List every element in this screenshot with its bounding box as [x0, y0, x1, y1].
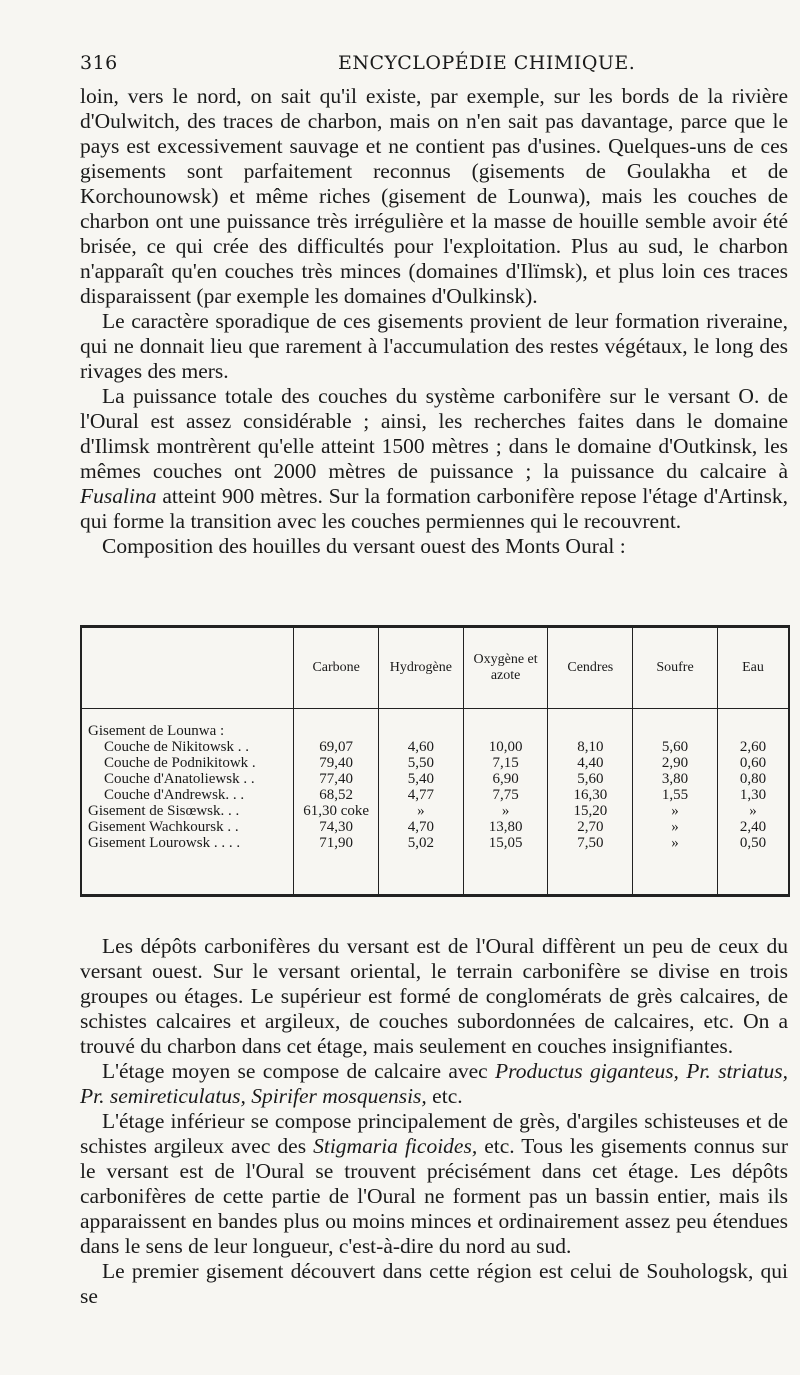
table-cell: 8,10: [548, 739, 633, 755]
table-cell: 4,60: [379, 739, 464, 755]
table-row: [82, 803, 788, 819]
italic-text: Stigmaria ficoides,: [313, 1134, 478, 1158]
table-cell: 7,75: [463, 787, 548, 803]
paragraph: [80, 1059, 788, 1109]
text-run: Le caractère sporadique de ces gisements provient de leur formation riveraine, qui ne donnait lieu que rarement à l'accumulation des restes végétaux, le long des rivages des mers.: [80, 309, 788, 383]
column-header: Hydrogène: [379, 628, 464, 709]
table-cell: 1,55: [633, 787, 718, 803]
text-run: loin, vers le nord, on sait qu'il existe, par exemple, sur les bords de la rivière d'Oulwitch, des traces de charbon, mais on n'en sait pas davantage, parce que le pays est excessivement sauvage et ne contient pas d'usines. Quelques-uns de ces gisements sont parfaitement reconnus (gisements de Goulakha et de Korchounowsk) et même riches (gisement de Lounwa), mais les couches de charbon ont une puissance très irrégulière et la masse de houille semble avoir été brisée, ce qui crée des difficultés pour l'exploitation. Plus au sud, le charbon n'apparaît qu'en couches très minces (domaines d'Ilïmsk), et plus loin ces traces disparaissent (par exemple les domaines d'Oulkinsk).: [80, 84, 788, 308]
table-cell: 2,60: [717, 739, 788, 755]
table-row: [82, 819, 788, 835]
table-cell: 68,52: [294, 787, 379, 803]
paragraph: [80, 1259, 788, 1309]
table-cell: 3,80: [633, 771, 718, 787]
table-header-row: [82, 628, 788, 709]
table-cell: 4,40: [548, 755, 633, 771]
composition-table: [80, 625, 790, 897]
row-label: Couche de Podnikitowk .: [104, 755, 256, 771]
table-row: [82, 787, 788, 803]
paragraph: [80, 384, 788, 534]
table-cell: [717, 709, 788, 740]
table-cell: 5,50: [379, 755, 464, 771]
table-cell: 0,50: [717, 835, 788, 894]
table-row: [82, 709, 788, 740]
text-run: Composition des houilles du versant ouest des Monts Oural :: [102, 534, 626, 558]
text-run: etc. Tous les gisements connus sur le versant est de l'Oural se trouvent précisément dans cet étage. Les dépôts carbonifères de cette partie de l'Oural ne forment pas un bassin entier, mais ils apparaissent en bandes plus ou moins minces et ordinairement assez peu étendues dans le sens de leur longueur, c'est-à-dire du nord au sud.: [80, 1134, 788, 1258]
table-cell: »: [633, 803, 718, 819]
table-cell: 7,15: [463, 755, 548, 771]
column-header: Carbone: [294, 628, 379, 709]
row-label: Couche de Nikitowsk . .: [104, 739, 249, 755]
table-cell: »: [463, 803, 548, 819]
text-run: Le premier gisement découvert dans cette région est celui de Souhologsk, qui se: [80, 1259, 788, 1308]
row-label: Gisement de Lounwa :: [88, 723, 225, 739]
paragraph: [80, 534, 788, 559]
table-cell: 5,02: [379, 835, 464, 894]
table-row: [82, 739, 788, 755]
italic-text: Productus giganteus, Pr. striatus, Pr. semireticulatus, Spirifer mosquensis,: [80, 1059, 788, 1108]
table-cell: 16,30: [548, 787, 633, 803]
table-cell: 79,40: [294, 755, 379, 771]
column-header: [82, 628, 294, 709]
table-cell: 7,50: [548, 835, 633, 894]
table-cell: [548, 709, 633, 740]
table-cell: »: [633, 819, 718, 835]
table-cell: 15,05: [463, 835, 548, 894]
table-cell: [379, 709, 464, 740]
table-row: [82, 771, 788, 787]
row-label: Couche d'Anatoliewsk . .: [104, 771, 255, 787]
page-number: 316: [80, 52, 118, 74]
italic-text: Fusalina: [80, 484, 157, 508]
row-label: Gisement Lourowsk . . . .: [88, 835, 241, 851]
table-cell: 61,30 coke: [294, 803, 379, 819]
text-run: L'étage moyen se compose de calcaire avec: [102, 1059, 496, 1083]
table-cell: 5,40: [379, 771, 464, 787]
text-run: Les dépôts carbonifères du versant est de l'Oural diffèrent un peu de ceux du versant ouest. Sur le versant oriental, le terrain carbonifère se divise en trois groupes ou étages. Le supérieur est formé de conglomérats de grès calcaires, de schistes calcaires et argileux, de couches subordonnées de calcaires, etc. On a trouvé du charbon dans cet étage, mais seulement en couches insignifiantes.: [80, 934, 788, 1058]
row-label: Gisement Wachkoursk . .: [88, 819, 239, 835]
table-cell: »: [717, 803, 788, 819]
paragraph: [80, 84, 788, 309]
table-cell: 74,30: [294, 819, 379, 835]
column-header: Eau: [717, 628, 788, 709]
text-run: La puissance totale des couches du système carbonifère sur le versant O. de l'Oural est assez considérable ; ainsi, les recherches faites dans le domaine d'Ilimsk montrèrent qu'elle atteint 1500 mètres ; dans le domaine d'Outkinsk, les mêmes couches ont 2000 mètres de puissance ; la puissance du calcaire à: [80, 384, 788, 483]
table-cell: 4,77: [379, 787, 464, 803]
table-cell: 5,60: [633, 739, 718, 755]
column-header: Oxygène et azote: [463, 628, 548, 709]
table-cell: 6,90: [463, 771, 548, 787]
table-cell: 4,70: [379, 819, 464, 835]
table-cell: 0,60: [717, 755, 788, 771]
table-cell: 69,07: [294, 739, 379, 755]
table-cell: 2,40: [717, 819, 788, 835]
text-run: atteint 900 mètres. Sur la formation carbonifère repose l'étage d'Artinsk, qui forme la transition avec les couches permiennes qui le recouvrent.: [80, 484, 788, 533]
running-title: ENCYCLOPÉDIE CHIMIQUE.: [338, 52, 636, 74]
table-cell: 5,60: [548, 771, 633, 787]
table-cell: 15,20: [548, 803, 633, 819]
table-cell: [463, 709, 548, 740]
table-body: [82, 709, 788, 895]
paragraph: [80, 309, 788, 384]
column-header: Soufre: [633, 628, 718, 709]
table-cell: 13,80: [463, 819, 548, 835]
table-cell: 1,30: [717, 787, 788, 803]
body-text-top: [80, 84, 788, 559]
table-cell: 77,40: [294, 771, 379, 787]
table-cell: 2,90: [633, 755, 718, 771]
table-cell: 71,90: [294, 835, 379, 894]
text-run: etc.: [426, 1084, 463, 1108]
row-label: Couche d'Andrewsk. . .: [104, 787, 245, 803]
table-cell: [633, 709, 718, 740]
table-cell: »: [379, 803, 464, 819]
paragraph: [80, 934, 788, 1059]
body-text-bottom: [80, 934, 788, 1309]
table-cell: 2,70: [548, 819, 633, 835]
paragraph: [80, 1109, 788, 1259]
text-run: L'étage inférieur se compose principalement de grès, d'argiles schisteuses et de schistes argileux avec des: [80, 1109, 788, 1158]
table-cell: 0,80: [717, 771, 788, 787]
table-cell: »: [633, 835, 718, 894]
column-header: Cendres: [548, 628, 633, 709]
table-row: [82, 835, 788, 894]
table-row: [82, 755, 788, 771]
row-label: Gisement de Sisœwsk. . .: [88, 803, 240, 819]
table-cell: 10,00: [463, 739, 548, 755]
table-cell: [294, 709, 379, 740]
